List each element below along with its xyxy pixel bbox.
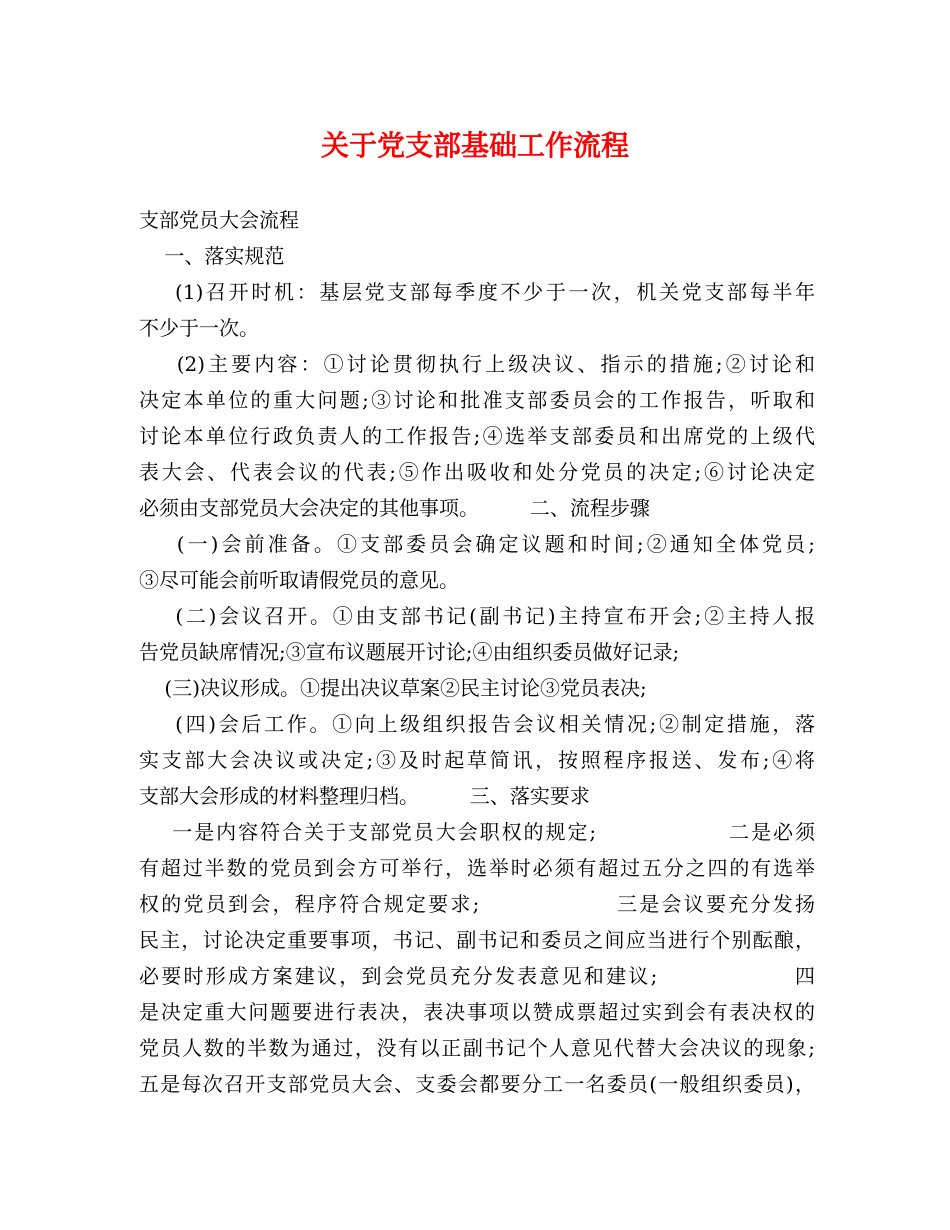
paragraph-line: 表大会、代表会议的代表;⑤作出吸收和处分党员的决定;⑥讨论决定	[139, 460, 815, 484]
paragraph-line: 讨论本单位行政负责人的工作报告;④选举支部委员和出席党的上级代	[139, 424, 815, 448]
paragraph-line: 权的党员到会，程序符合规定要求; 三是会议要充分发扬	[139, 892, 815, 916]
paragraph-line: (二)会议召开。①由支部书记(副书记)主持宣布开会;②主持人报	[139, 604, 815, 628]
paragraph-line: 支部大会形成的材料整理归档。 三、落实要求	[139, 784, 590, 808]
paragraph-line: (四)会后工作。①向上级组织报告会议相关情况;②制定措施，落	[139, 712, 815, 736]
paragraph-line: 必要时形成方案建议，到会党员充分发表意见和建议; 四	[139, 964, 815, 988]
paragraph-line: (三)决议形成。①提出决议草案②民主讨论③党员表决;	[139, 676, 647, 700]
paragraph-line: ③尽可能会前听取请假党员的意见。	[139, 568, 459, 592]
paragraph-line: 党员人数的半数为通过，没有以正副书记个人意见代替大会决议的现象;	[139, 1036, 815, 1060]
paragraph-line: 告党员缺席情况;③宣布议题展开讨论;④由组织委员做好记录;	[139, 640, 680, 664]
paragraph-line: 民主，讨论决定重要事项，书记、副书记和委员之间应当进行个别酝酿，	[139, 928, 815, 952]
paragraph-line: 五是每次召开支部党员大会、支委会都要分工一名委员(一般组织委员)，	[139, 1072, 815, 1096]
document-title: 关于党支部基础工作流程	[320, 129, 629, 162]
paragraph-line: 决定本单位的重大问题;③讨论和批准支部委员会的工作报告，听取和	[139, 388, 815, 412]
paragraph-line: 必须由支部党员大会决定的其他事项。 二、流程步骤	[139, 496, 650, 520]
paragraph-line: (一)会前准备。①支部委员会确定议题和时间;②通知全体党员;	[139, 532, 815, 556]
document-body	[139, 202, 815, 1102]
paragraph-line: 一是内容符合关于支部党员大会职权的规定; 二是必须	[139, 820, 815, 844]
paragraph-line: 是决定重大问题要进行表决，表决事项以赞成票超过实到会有表决权的	[139, 1000, 815, 1024]
subsection-heading: 一、落实规范	[139, 244, 285, 268]
paragraph-line: (1)召开时机：基层党支部每季度不少于一次，机关党支部每半年	[139, 280, 815, 304]
section-heading: 支部党员大会流程	[139, 208, 299, 232]
paragraph-line: (2)主要内容：①讨论贯彻执行上级决议、指示的措施;②讨论和	[139, 352, 815, 376]
paragraph-line: 不少于一次。	[139, 316, 259, 340]
paragraph-line: 实支部大会决议或决定;③及时起草简讯，按照程序报送、发布;④将	[139, 748, 815, 772]
paragraph-line: 有超过半数的党员到会方可举行，选举时必须有超过五分之四的有选举	[139, 856, 815, 880]
